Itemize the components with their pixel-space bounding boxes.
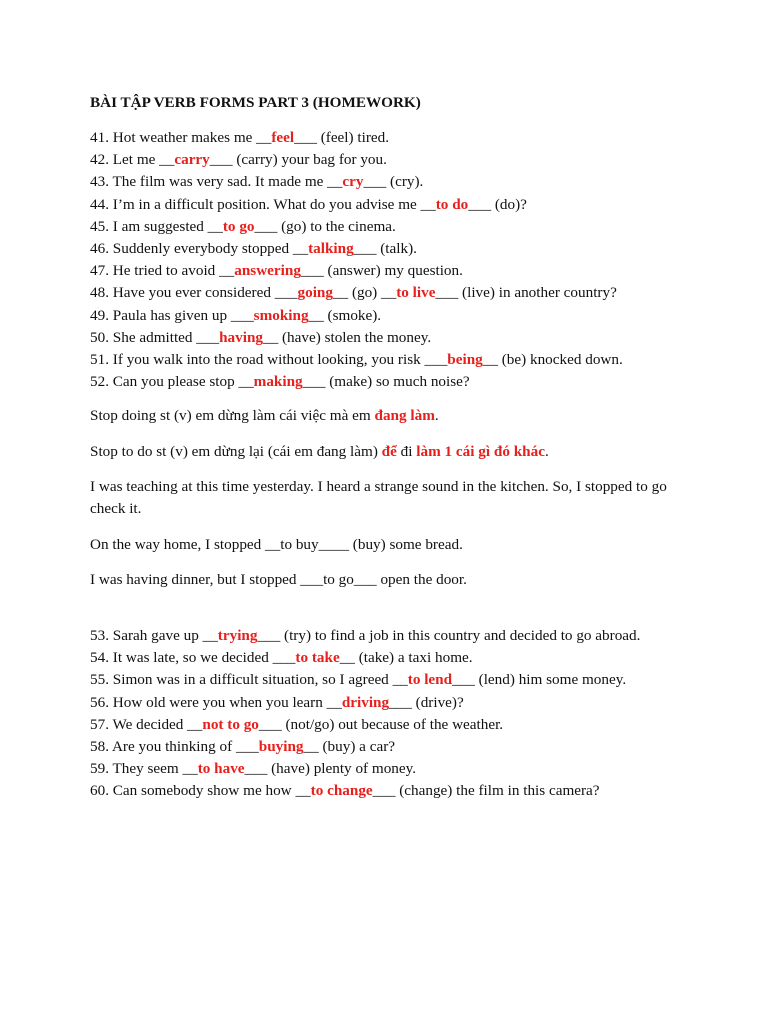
text-line (90, 327, 690, 349)
text-line (90, 216, 690, 238)
question-text: __ (buy) a car? (303, 738, 395, 756)
question-text: . (434, 407, 439, 424)
answer-text: being (447, 351, 483, 369)
question-text: ___ (cry). (363, 173, 424, 191)
question-text: ___ (talk). (353, 240, 417, 258)
answer-text: để (381, 443, 397, 460)
text-line (90, 194, 690, 216)
text-line (90, 305, 690, 327)
question-text: 48. Have you ever considered ___ (90, 284, 298, 302)
question-text: 50. She admitted ___ (90, 328, 220, 346)
text-line (90, 349, 690, 371)
answer-text: to have (197, 760, 245, 778)
answer-text: to go (222, 217, 255, 235)
answer-text: trying (217, 627, 258, 644)
question-text: ___ (try) to find a job in this country and decided to go abroad. (257, 627, 641, 644)
page-title: BÀI TẬP VERB FORMS PART 3 (HOMEWORK) (90, 94, 421, 111)
answer-text: to lend (407, 671, 453, 689)
question-text: __ (be) knocked down. (482, 351, 623, 369)
answer-text: smoking (253, 306, 309, 324)
answer-text: buying (258, 738, 304, 756)
question-text: 59. They seem __ (90, 760, 198, 778)
text-line (90, 692, 690, 714)
answer-text: making (253, 373, 303, 391)
question-text: Stop to do st (v) em dừng lại (cái em đang làm) (90, 443, 382, 460)
question-text: __ (have) stolen the money. (263, 328, 432, 346)
question-text: . (544, 443, 549, 460)
question-text: 42. Let me __ (90, 151, 175, 169)
question-text: 45. I am suggested __ (90, 217, 223, 235)
exercise-list-53-60 (90, 625, 690, 803)
answer-text: going (297, 284, 333, 302)
question-text: ___ (go) to the cinema. (254, 217, 396, 235)
text-line (90, 282, 690, 304)
answer-text: not to go (202, 715, 259, 733)
question-text: I was teaching at this time yesterday. I heard a strange sound in the kitchen. So, I stopped to go check it. (90, 478, 667, 518)
answer-text: carry (174, 151, 210, 169)
answer-text: đang làm (374, 407, 435, 424)
question-text: ___ (make) so much noise? (302, 373, 470, 391)
question-text: __ (smoke). (308, 306, 382, 324)
question-text: ___ (live) in another country? (435, 284, 617, 302)
text-line (90, 758, 690, 780)
question-text: ___ (not/go) out because of the weather. (258, 715, 504, 733)
question-text: __ (go) __ (332, 284, 397, 302)
text-line (90, 238, 690, 260)
example-open-door (90, 569, 690, 591)
example-buy-bread (90, 534, 690, 556)
answer-text: làm 1 cái gì đó khác (416, 443, 545, 460)
question-text: On the way home, I stopped __to buy____ (buy) some bread. (90, 536, 463, 553)
question-text: Stop doing st (v) em dừng làm cái việc mà em (90, 407, 375, 424)
note-stop-doing (90, 405, 690, 427)
text-line (90, 476, 690, 520)
answer-text: driving (341, 693, 390, 711)
question-text: ___ (lend) him some money. (452, 671, 627, 689)
answer-text: to do (435, 195, 469, 213)
question-text: 56. How old were you when you learn __ (90, 693, 342, 711)
question-text: 43. The film was very sad. It made me __ (90, 173, 343, 191)
question-text: 47. He tried to avoid __ (90, 262, 235, 280)
question-text: 60. Can somebody show me how __ (90, 782, 311, 800)
exercise-list-41-52 (90, 127, 690, 393)
question-text: 49. Paula has given up ___ (90, 306, 254, 324)
question-text: 57. We decided __ (90, 715, 203, 733)
text-line (90, 149, 690, 171)
answer-text: feel (271, 129, 295, 146)
text-line (90, 441, 690, 463)
answer-text: to change (310, 782, 373, 800)
text-line (90, 405, 690, 427)
question-text: 55. Simon was in a difficult situation, so I agreed __ (90, 671, 408, 689)
text-line (90, 127, 690, 149)
question-text: I was having dinner, but I stopped ___to go___ open the door. (90, 571, 467, 588)
question-text: 51. If you walk into the road without looking, you risk ___ (90, 351, 448, 369)
question-text: 54. It was late, so we decided ___ (90, 649, 296, 667)
question-text: __ (take) a taxi home. (339, 649, 473, 667)
question-text: đi (396, 443, 417, 460)
question-text: 41. Hot weather makes me __ (90, 129, 272, 146)
text-line (90, 669, 690, 691)
question-text: 46. Suddenly everybody stopped __ (90, 240, 309, 258)
answer-text: to live (396, 284, 436, 302)
answer-text: cry (342, 173, 364, 191)
text-line (90, 371, 690, 393)
answer-text: to take (295, 649, 340, 667)
question-text: ___ (feel) tired. (294, 129, 390, 146)
question-text: ___ (change) the film in this camera? (372, 782, 600, 800)
question-text: 53. Sarah gave up __ (90, 627, 218, 644)
text-line (90, 625, 690, 647)
answer-text: answering (234, 262, 301, 280)
text-line (90, 569, 690, 591)
question-text: ___ (have) plenty of money. (244, 760, 417, 778)
text-line (90, 736, 690, 758)
answer-text: having (219, 328, 263, 346)
question-text: ___ (do)? (468, 195, 527, 213)
question-text: ___ (answer) my question. (300, 262, 463, 280)
note-stop-to-do (90, 441, 690, 463)
question-text: ___ (drive)? (389, 693, 464, 711)
text-line (90, 714, 690, 736)
text-line (90, 260, 690, 282)
text-line (90, 534, 690, 556)
text-line (90, 171, 690, 193)
question-text: 44. I’m in a difficult position. What do you advise me __ (90, 195, 436, 213)
question-text: 58. Are you thinking of ___ (90, 738, 259, 756)
example-teaching (90, 476, 690, 520)
question-text: ___ (carry) your bag for you. (209, 151, 387, 169)
question-text: 52. Can you please stop __ (90, 373, 254, 391)
text-line (90, 780, 690, 802)
answer-text: talking (308, 240, 354, 258)
text-line (90, 647, 690, 669)
